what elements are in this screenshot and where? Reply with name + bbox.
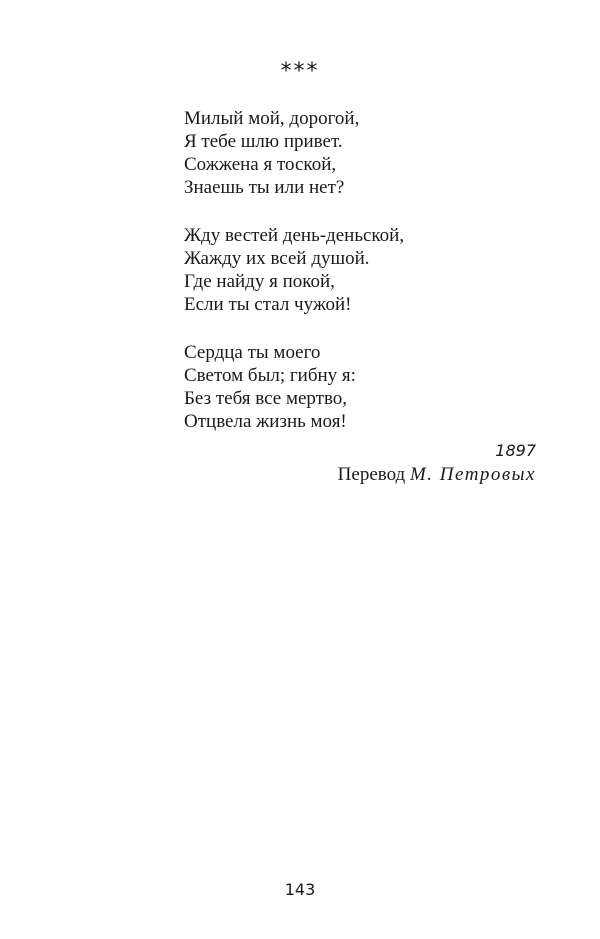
poem-line: Жду вестей день-деньской, bbox=[184, 225, 405, 246]
poem-line: Без тебя все мертво, bbox=[184, 388, 348, 409]
stanza-1 bbox=[184, 107, 404, 199]
poem-line: Я тебе шлю привет. bbox=[184, 131, 343, 152]
poem-line: Милый мой, дорогой, bbox=[184, 108, 360, 129]
translation-prefix: Перевод bbox=[337, 464, 410, 485]
poem-line: Сердца ты моего bbox=[184, 342, 321, 363]
poem-year: 1897 bbox=[495, 441, 536, 460]
stanza-2 bbox=[184, 224, 404, 316]
poem-line: Знаешь ты или нет? bbox=[184, 177, 345, 198]
poem-line: Светом был; гибну я: bbox=[184, 365, 356, 386]
poem-line: Жажду их всей душой. bbox=[184, 248, 370, 269]
poem-line: Отцвела жизнь моя! bbox=[184, 411, 347, 432]
poem-heading-asterism: *** bbox=[280, 59, 320, 84]
stanza-3 bbox=[184, 341, 404, 433]
poem-line: Сожжена я тоской, bbox=[184, 154, 337, 175]
poem-body bbox=[184, 107, 404, 458]
poem-signature bbox=[338, 440, 536, 488]
translator-name: М. Петровых bbox=[409, 464, 536, 485]
page-number: 143 bbox=[284, 880, 316, 899]
poem-line: Если ты стал чужой! bbox=[184, 294, 352, 315]
translation-credit bbox=[338, 462, 536, 488]
poem-line: Где найду я покой, bbox=[184, 271, 335, 292]
